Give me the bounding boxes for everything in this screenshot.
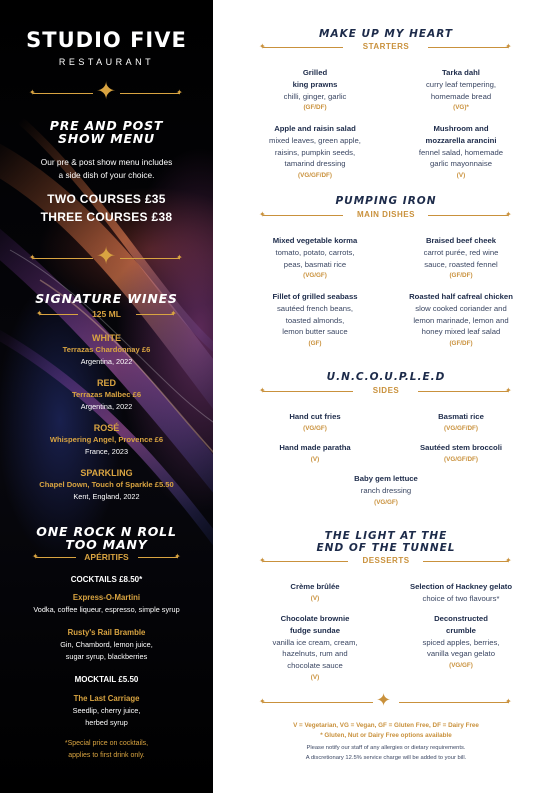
diamond-sparkle-icon: ✦ — [29, 253, 36, 262]
dish-desc: ranch dressing — [360, 485, 412, 495]
four-point-star-icon: ✦ — [96, 243, 117, 270]
dish-name: Mixed vegetable korma — [272, 236, 358, 245]
dish-item — [389, 123, 533, 182]
diamond-sparkle-icon: ✦ — [29, 88, 36, 97]
dish-desc: vanilla ice cream, cream, — [272, 637, 358, 647]
pre-post-intro: a side dish of your choice. — [58, 170, 155, 180]
dish-name: Apple and raisin salad — [274, 124, 356, 133]
divider-line — [33, 258, 93, 259]
dish-name: Sautéed stem broccoli — [419, 443, 503, 452]
dish-name: crumble — [446, 625, 476, 635]
cocktail-name: Rusty's Rail Bramble — [67, 628, 146, 637]
two-courses-price: TWO COURSES £35 — [47, 192, 166, 206]
dish-desc: sauce, roasted fennel — [424, 259, 498, 269]
cocktail-name: Express-O-Martini — [72, 593, 141, 602]
diamond-sparkle-icon: ✦ — [259, 210, 266, 219]
cocktail-note: *Special price on cocktails, — [64, 740, 149, 747]
dish-tags: (VG/GF) — [449, 662, 473, 670]
dish-desc: sautéed french beans, — [276, 303, 354, 313]
dish-item — [389, 442, 533, 466]
wine-name: Whispering Angel, Provence £6 — [49, 435, 164, 444]
mocktail-desc: Seedlip, cherry juice, — [72, 706, 141, 715]
divider-line — [33, 93, 93, 94]
dish-name: Deconstructed — [434, 614, 488, 623]
dish-desc: tomato, potato, carrots, — [275, 247, 355, 257]
divider-line — [399, 702, 509, 703]
dish-name: Roasted half cafreal chicken — [409, 292, 513, 301]
desserts-sub: DESSERTS — [362, 556, 410, 565]
dish-name: Grilled — [302, 68, 328, 77]
dish-name: Mushroom and — [433, 124, 489, 133]
dish-desc: choice of two flavours* — [422, 593, 500, 603]
divider-line — [120, 93, 180, 94]
four-point-star-icon: ✦ — [376, 690, 392, 710]
dish-item — [389, 235, 533, 282]
wine-origin: France, 2023 — [85, 447, 128, 456]
aperitifs-sub: APÉRITIFS — [84, 552, 129, 562]
brand-name: STUDIO FIVE — [26, 28, 187, 52]
dish-tags: (VG/GF) — [303, 424, 327, 432]
wine-category: SPARKLING — [80, 468, 133, 478]
dish-name: Tarka dahl — [442, 68, 480, 77]
desserts-title-line2: END OF THE TUNNEL — [316, 542, 456, 554]
three-courses-price: THREE COURSES £38 — [40, 210, 173, 224]
dish-item — [243, 235, 387, 282]
mocktail-desc: herbed syrup — [85, 718, 128, 727]
dish-tags: (VG/GF/DF) — [298, 172, 332, 180]
wine-name: Terrazas Malbec £6 — [71, 390, 142, 399]
diamond-sparkle-icon: ✦ — [505, 210, 512, 219]
dish-tags: (VG)* — [453, 104, 469, 112]
diamond-sparkle-icon: ✦ — [259, 386, 266, 395]
diamond-sparkle-icon: ✦ — [505, 386, 512, 395]
dish-tags: (GF) — [308, 340, 322, 348]
dish-item — [389, 613, 533, 672]
cocktail-desc: sugar syrup, blackberries — [65, 652, 148, 661]
mains-sub: MAIN DISHES — [357, 210, 415, 219]
aperitifs-title-line1: ONE ROCK N ROLL — [36, 524, 177, 539]
pre-post-title-line2: SHOW MENU — [57, 131, 156, 146]
pre-post-title-line1: PRE AND POST — [49, 118, 164, 133]
wine-origin: Kent, England, 2022 — [73, 492, 140, 501]
wines-size: 125 ML — [92, 309, 121, 319]
dietary-legend-options: * Gluten, Nut or Dairy Free options available — [320, 732, 452, 739]
diamond-sparkle-icon: ✦ — [505, 556, 512, 565]
dish-name: Hand cut fries — [289, 412, 341, 421]
mocktail-label: MOCKTAIL £5.50 — [74, 675, 139, 684]
diamond-sparkle-icon: ✦ — [259, 697, 266, 706]
diamond-sparkle-icon: ✦ — [32, 552, 39, 561]
wine-name: Chapel Down, Touch of Sparkle £5.50 — [39, 480, 174, 489]
dish-desc: honey mixed leaf salad — [421, 327, 501, 337]
wine-origin: Argentina, 2022 — [80, 402, 133, 411]
dish-desc: fennel salad, homemade — [418, 147, 504, 157]
dish-tags: (GF/DF) — [303, 104, 327, 112]
dish-name: Hand made paratha — [279, 443, 351, 452]
dish-item — [389, 581, 533, 605]
dish-name: Crème brûlée — [290, 582, 340, 591]
diamond-sparkle-icon: ✦ — [176, 88, 183, 97]
dish-tags: (VG/GF) — [374, 498, 398, 506]
cocktails-label: COCKTAILS £8.50* — [70, 575, 143, 584]
mocktail-name: The Last Carriage — [73, 694, 140, 703]
diamond-sparkle-icon: ✦ — [259, 556, 266, 565]
dish-name: fudge sundae — [290, 625, 340, 635]
right-panel — [213, 0, 559, 793]
dish-desc: raisins, pumpkin seeds, — [274, 147, 356, 157]
dish-desc: spiced apples, berries, — [422, 637, 500, 647]
dish-desc: chilli, ginger, garlic — [283, 91, 347, 101]
starters-sub: STARTERS — [362, 42, 410, 51]
wine-category: WHITE — [92, 333, 121, 343]
dish-tags: (V) — [310, 594, 320, 602]
dish-desc: tamarind dressing — [284, 159, 346, 169]
service-charge-notice: A discretionary 12.5% service charge will be added to your bill. — [305, 755, 467, 761]
dish-desc: peas, basmati rice — [283, 259, 347, 269]
dish-name: Chocolate brownie — [280, 614, 350, 623]
pre-post-intro: Our pre & post show menu includes — [40, 157, 173, 167]
dish-desc: lemon butter sauce — [282, 327, 348, 337]
diamond-sparkle-icon: ✦ — [259, 42, 266, 51]
wine-origin: Argentina, 2022 — [80, 357, 133, 366]
dish-item — [243, 581, 387, 605]
brand-sub: RESTAURANT — [58, 57, 155, 67]
dish-item — [243, 291, 387, 350]
dish-item — [243, 123, 387, 182]
allergy-notice: Please notify our staff of any allergies or dietary requirements. — [306, 745, 466, 751]
dish-item — [313, 473, 459, 508]
dish-desc: lemon marinade, lemon and — [413, 315, 509, 325]
dish-tags: (VG/GF/DF) — [444, 455, 478, 463]
cocktail-desc: Vodka, coffee liqueur, espresso, simple syrup — [33, 605, 180, 614]
wine-name: Terrazas Chardonnay £6 — [62, 345, 151, 354]
diamond-sparkle-icon: ✦ — [170, 309, 177, 318]
dish-item — [243, 67, 387, 114]
dish-name: Basmati rice — [438, 412, 484, 421]
dish-item — [243, 613, 387, 684]
dish-desc: homemade bread — [430, 91, 492, 101]
diamond-sparkle-icon: ✦ — [505, 697, 512, 706]
dish-desc: vanilla vegan gelato — [427, 649, 495, 659]
left-panel — [0, 0, 213, 793]
sides-sub: SIDES — [372, 386, 400, 395]
divider-line — [263, 702, 373, 703]
sides-title: U.N.C.O.U.P.L.E.D — [326, 371, 446, 383]
dish-desc: slow cooked coriander and — [415, 303, 507, 313]
aperitifs-title-line2: TOO MANY — [65, 537, 148, 552]
dish-tags: (VG/GF/DF) — [444, 424, 478, 432]
dish-name: Braised beef cheek — [425, 236, 497, 245]
diamond-sparkle-icon: ✦ — [174, 552, 181, 561]
wine-category: ROSÉ — [93, 423, 120, 433]
dish-name: king prawns — [292, 79, 338, 89]
four-point-star-icon: ✦ — [96, 78, 117, 105]
cocktail-desc: Gin, Chambord, lemon juice, — [60, 640, 153, 649]
dish-desc: chocolate sauce — [287, 661, 343, 671]
divider-line — [120, 258, 180, 259]
dish-tags: (GF/DF) — [449, 272, 473, 280]
dish-desc: carrot purée, red wine — [423, 247, 499, 257]
dish-tags: (GF/DF) — [449, 340, 473, 348]
dish-name: mozzarella arancini — [425, 135, 497, 145]
dish-name: Fillet of grilled seabass — [272, 292, 358, 301]
dish-desc: toasted almonds, — [285, 315, 345, 325]
dish-desc: hazelnuts, rum and — [282, 649, 348, 659]
diamond-sparkle-icon: ✦ — [36, 309, 43, 318]
dish-desc: mixed leaves, green apple, — [269, 135, 361, 145]
diamond-sparkle-icon: ✦ — [505, 42, 512, 51]
dish-item — [389, 67, 533, 114]
dish-tags: (V) — [310, 673, 320, 681]
diamond-sparkle-icon: ✦ — [176, 253, 183, 262]
wine-category: RED — [96, 378, 116, 388]
dish-name: Selection of Hackney gelato — [409, 582, 513, 591]
dish-desc: garlic mayonnaise — [430, 159, 492, 169]
dish-desc: curry leaf tempering, — [425, 79, 497, 89]
dish-item — [389, 411, 533, 435]
dietary-legend: V = Vegetarian, VG = Vegan, GF = Gluten Free, DF = Dairy Free — [293, 722, 479, 729]
dish-tags: (V) — [456, 172, 466, 180]
dish-tags: (VG/GF) — [303, 272, 327, 280]
cocktail-note: applies to first drink only. — [68, 752, 145, 759]
dish-item — [243, 411, 387, 435]
dish-item — [389, 291, 533, 350]
mains-title: PUMPING IRON — [335, 195, 437, 207]
dish-tags: (V) — [310, 455, 320, 463]
dish-name: Baby gem lettuce — [354, 474, 418, 483]
dish-item — [243, 442, 387, 466]
starters-title: MAKE UP MY HEART — [319, 28, 453, 40]
wines-title: SIGNATURE WINES — [35, 291, 178, 306]
desserts-title-line1: THE LIGHT AT THE — [324, 530, 448, 542]
